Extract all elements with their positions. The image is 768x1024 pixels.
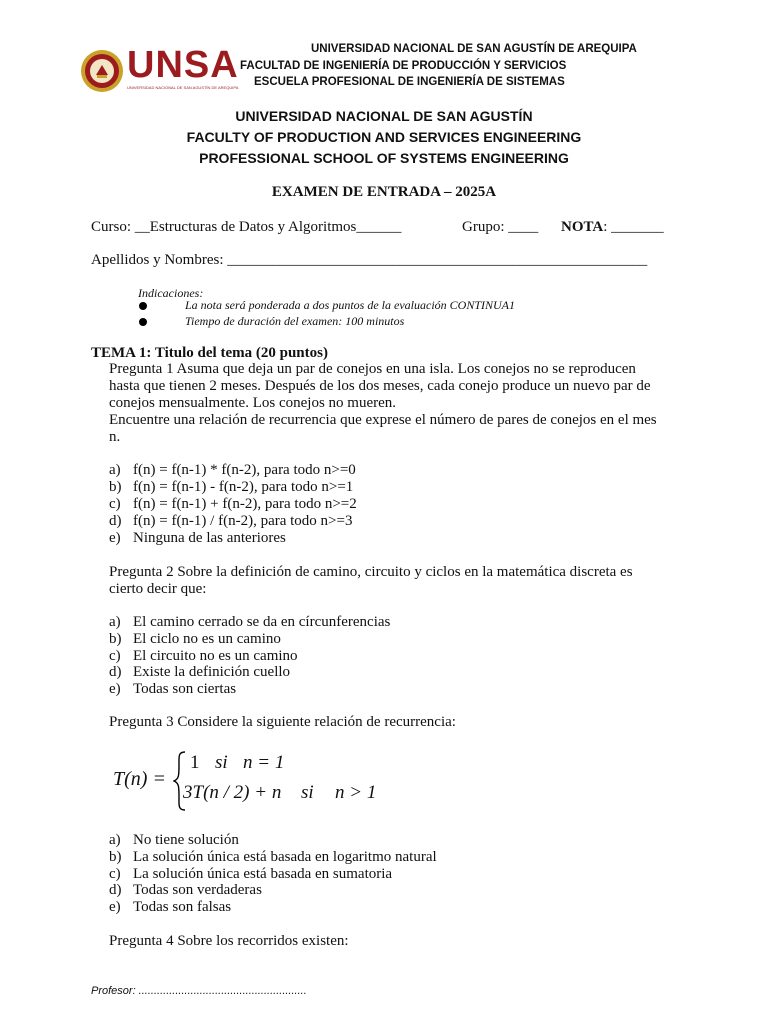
option-letter: b) <box>109 631 122 647</box>
q1-option-b <box>109 479 353 496</box>
footer-professor: Profesor: ....................................................... <box>91 985 307 997</box>
option-text: No tiene solución <box>133 832 239 848</box>
logo-caption: UNIVERSIDAD NACIONAL DE SAN AGUSTÍN DE AREQUIPA <box>127 85 239 90</box>
q2-option-e <box>109 681 236 698</box>
header-faculty: FACULTAD DE INGENIERÍA DE PRODUCCIÓN Y SERVICIOS <box>240 60 567 72</box>
question-3-text: Pregunta 3 Considere la siguiente relación de recurrencia: <box>109 714 456 730</box>
question-line: n. <box>109 429 121 445</box>
option-letter: c) <box>109 866 121 882</box>
option-text: El ciclo no es un camino <box>133 631 281 647</box>
option-letter: e) <box>109 530 121 546</box>
q3-option-b <box>109 849 437 866</box>
grade-label: NOTA <box>561 219 604 235</box>
option-letter: c) <box>109 496 121 512</box>
instruction-item: Tiempo de duración del examen: 100 minutos <box>185 314 405 328</box>
q2-option-c <box>109 648 298 665</box>
option-text: f(n) = f(n-1) - f(n-2), para todo n>=1 <box>133 479 354 495</box>
option-letter: e) <box>109 681 121 697</box>
instructions-title: Indicaciones: <box>138 286 204 300</box>
option-letter: c) <box>109 648 121 664</box>
english-university: UNIVERSIDAD NACIONAL DE SAN AGUSTÍN <box>235 108 533 124</box>
q1-option-e <box>109 530 286 547</box>
english-school: PROFESSIONAL SCHOOL OF SYSTEMS ENGINEERING <box>199 150 569 166</box>
formula-lhs: T(n) = <box>113 768 166 790</box>
exam-title: EXAMEN DE ENTRADA – 2025A <box>271 184 497 200</box>
option-letter: b) <box>109 479 122 495</box>
bullet-icon <box>139 302 147 310</box>
grade-field <box>561 219 664 236</box>
option-text: El camino cerrado se da en círcunferencias <box>133 614 391 630</box>
option-text: f(n) = f(n-1) + f(n-2), para todo n>=2 <box>133 496 357 512</box>
option-text: Todas son falsas <box>133 899 232 915</box>
q3-option-a <box>109 832 239 849</box>
question-line: Pregunta 2 Sobre la definición de camino, circuito y ciclos en la matemática discreta es <box>109 564 633 580</box>
q2-option-b <box>109 631 281 648</box>
course-field: Curso: __Estructuras de Datos y Algoritmos______ <box>91 219 402 235</box>
option-text: La solución única está basada en logaritmo natural <box>133 849 437 865</box>
option-letter: d) <box>109 882 122 898</box>
option-text: f(n) = f(n-1) / f(n-2), para todo n>=3 <box>133 513 353 529</box>
grade-blank: : _______ <box>603 219 664 235</box>
option-text: Existe la definición cuello <box>133 664 291 680</box>
question-2-text <box>109 564 689 598</box>
option-text: Todas son ciertas <box>133 681 237 697</box>
header-school: ESCUELA PROFESIONAL DE INGENIERÍA DE SISTEMAS <box>254 76 565 88</box>
option-letter: d) <box>109 513 122 529</box>
option-letter: d) <box>109 664 122 680</box>
option-letter: a) <box>109 832 121 848</box>
university-seal-icon <box>80 46 124 96</box>
q3-option-c <box>109 866 392 883</box>
option-letter: b) <box>109 849 122 865</box>
question-line: conejos mensualmente. Los conejos no mueren. <box>109 395 397 411</box>
q1-option-a <box>109 462 356 479</box>
question-1-text <box>109 361 689 446</box>
q2-option-a <box>109 614 390 631</box>
formula-case1-var: n = 1 <box>243 752 285 773</box>
instruction-item: La nota será ponderada a dos puntos de la evaluación CONTINUA1 <box>185 298 515 312</box>
q1-option-c <box>109 496 357 513</box>
question-line: hasta que tienen 2 meses. Después de los dos meses, cada conejo produce un nuevo par de <box>109 378 651 394</box>
option-text: f(n) = f(n-1) * f(n-2), para todo n>=0 <box>133 462 356 478</box>
question-line: Encuentre una relación de recurrencia que exprese el número de pares de conejos en el mes <box>109 412 657 428</box>
option-letter: a) <box>109 462 121 478</box>
question-line: cierto decir que: <box>109 581 207 597</box>
question-line: Pregunta 1 Asuma que deja un par de conejos en una isla. Los conejos no se reproducen <box>109 361 636 377</box>
bullet-icon <box>139 318 147 326</box>
q3-option-e <box>109 899 231 916</box>
formula-case2-var: n > 1 <box>335 782 377 803</box>
option-text: Todas son verdaderas <box>133 882 262 898</box>
formula-case1-cond: si <box>215 752 228 773</box>
option-text: Ninguna de las anteriores <box>133 530 286 546</box>
q3-option-d <box>109 882 262 899</box>
english-faculty: FACULTY OF PRODUCTION AND SERVICES ENGINEERING <box>186 129 582 145</box>
q2-option-d <box>109 664 290 681</box>
header-university: UNIVERSIDAD NACIONAL DE SAN AGUSTÍN DE AREQUIPA <box>311 43 637 55</box>
university-logo <box>80 44 239 97</box>
logo-wordmark: UNSA <box>127 44 239 86</box>
option-text: El circuito no es un camino <box>133 648 298 664</box>
question-4-text: Pregunta 4 Sobre los recorridos existen: <box>109 933 349 949</box>
topic-title: TEMA 1: Titulo del tema (20 puntos) <box>91 345 328 361</box>
formula-case2-value: 3T(n / 2) + n <box>183 782 282 803</box>
recurrence-formula <box>113 748 393 812</box>
formula-case2-cond: si <box>301 782 314 803</box>
formula-case1-value: 1 <box>190 752 200 773</box>
option-letter: e) <box>109 899 121 915</box>
names-field: Apellidos y Nombres: ________________________________________________________ <box>91 252 648 268</box>
q1-option-d <box>109 513 352 530</box>
group-field: Grupo: ____ <box>462 219 539 235</box>
option-letter: a) <box>109 614 121 630</box>
option-text: La solución única está basada en sumatoria <box>133 866 393 882</box>
